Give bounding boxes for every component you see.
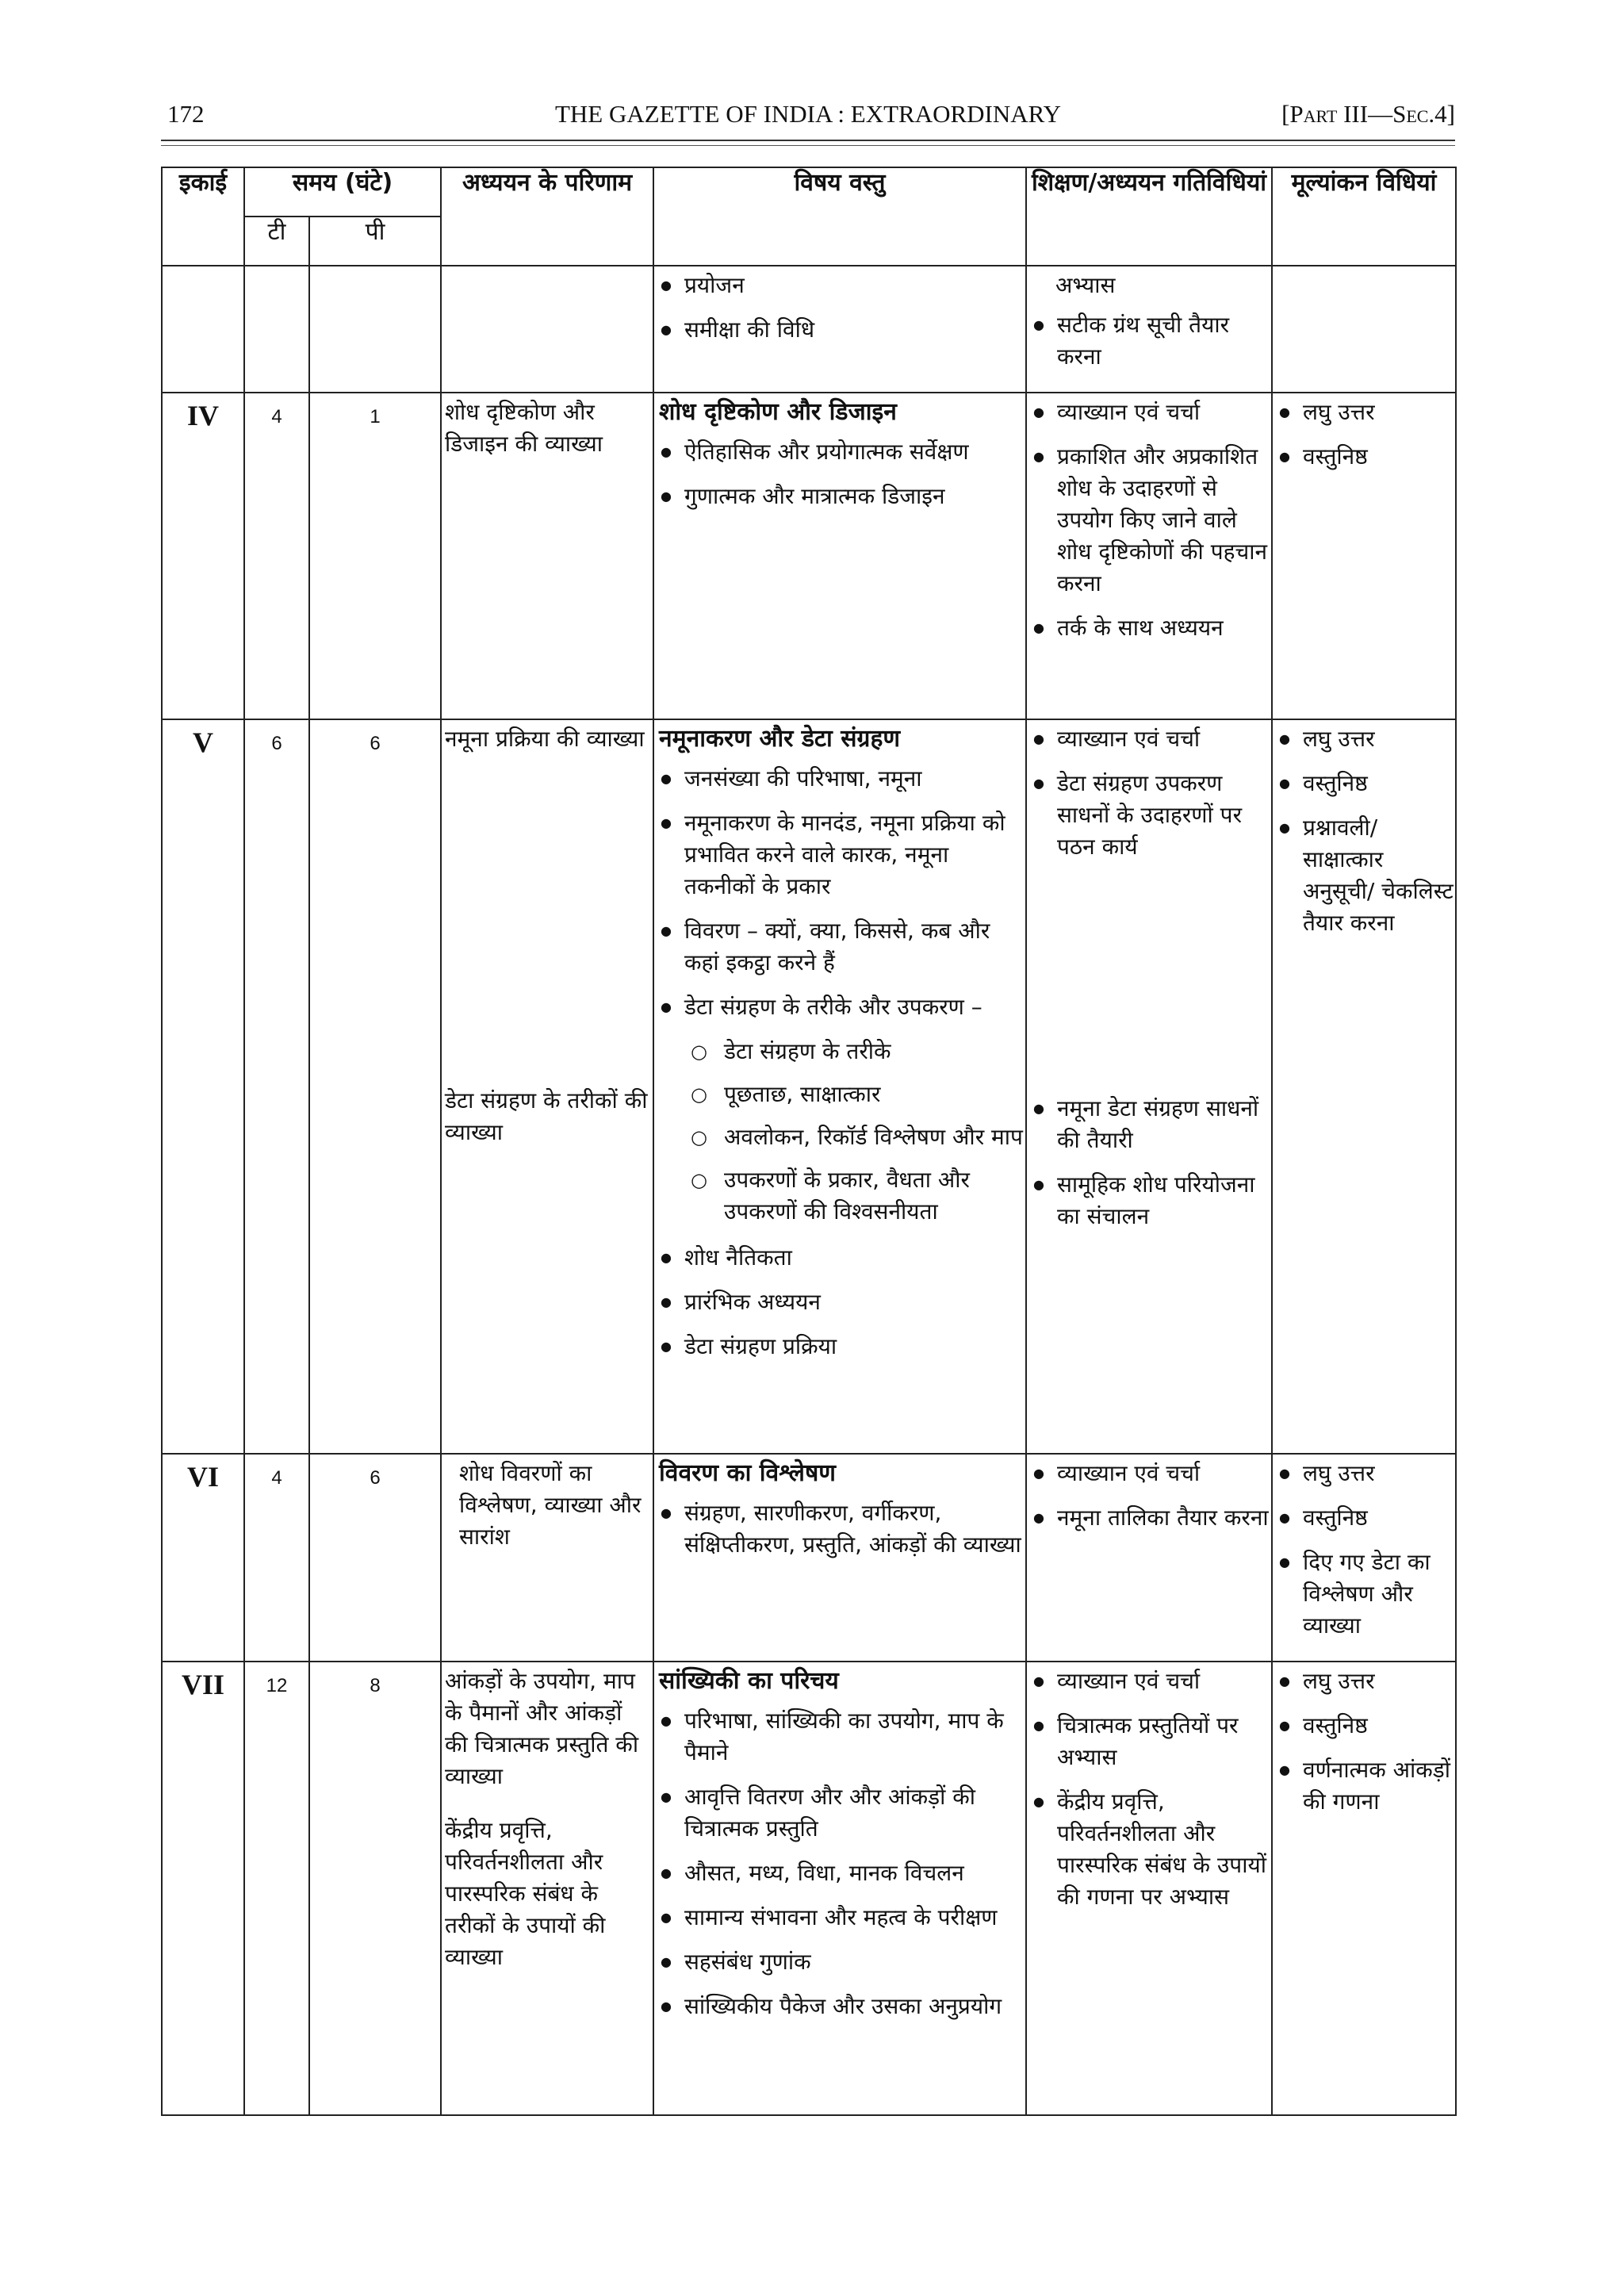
list-item: ● विवरण – क्यों, क्या, किससे, कब और कहां इकट्ठा करने हैं (656, 915, 1024, 979)
content-title: सांख्यिकी का परिचय (659, 1667, 839, 1695)
list-item: ● परिभाषा, सांख्यिकी का उपयोग, माप के पैमाने (656, 1705, 1024, 1769)
sub-list-item: ○ उपकरणों के प्रकार, वैधता और उपकरणों की विश्वसनीयता (691, 1164, 1025, 1228)
col-outcomes: अध्ययन के परिणाम (441, 167, 653, 266)
header-rule-thin (161, 145, 1455, 146)
list-item: ● जनसंख्या की परिभाषा, नमूना (656, 763, 1024, 795)
table-row (162, 719, 1456, 1454)
evaluation-cell (1272, 719, 1456, 1454)
syllabus-table (161, 167, 1457, 2116)
evaluation-cell (1272, 393, 1456, 719)
outcome-text: नमूना प्रक्रिया की व्याख्या (445, 726, 645, 752)
col-unit: इकाई (162, 167, 244, 266)
col-content: विषय वस्तु (653, 167, 1026, 266)
page-header (161, 97, 1455, 133)
col-activities: शिक्षण/अध्ययन गतिविधियां (1026, 167, 1272, 266)
hours-t: 4 (271, 406, 282, 427)
evaluation-cell (1272, 1662, 1456, 2115)
list-item: ● वस्तुनिष्ठ (1274, 1502, 1454, 1534)
part-section: [Part III—Sec.4] (1281, 100, 1455, 128)
list-item: ● औसत, मध्य, विधा, मानक विचलन (656, 1857, 1024, 1889)
list-item: ● प्रश्नावली/ साक्षात्कार अनुसूची/ चेकलिस्ट तैयार करना (1274, 812, 1454, 939)
list-item: ● नमूना डेटा संग्रहण साधनों की तैयारी (1028, 1093, 1270, 1156)
header-rule (161, 140, 1455, 141)
outcome-text: शोध विवरणों का विश्लेषण, व्याख्या और सारांश (459, 1460, 642, 1550)
list-item: ● नमूना तालिका तैयार करना (1028, 1502, 1270, 1534)
list-item: ● व्याख्यान एवं चर्चा (1028, 1665, 1270, 1697)
list-item: ● वस्तुनिष्ठ (1274, 441, 1454, 473)
outcome-text: शोध दृष्टिकोण और डिजाइन की व्याख्या (445, 399, 603, 457)
list-item: ● डेटा संग्रहण प्रक्रिया (656, 1331, 1024, 1363)
activities-cell (1026, 719, 1272, 1454)
list-item: ● ऐतिहासिक और प्रयोगात्मक सर्वेक्षण (656, 436, 1024, 468)
list-item: ● डेटा संग्रहण उपकरण साधनों के उदाहरणों पर पठन कार्य (1028, 768, 1270, 863)
activities-cell (1026, 393, 1272, 719)
content-title: शोध दृष्टिकोण और डिजाइन (659, 398, 897, 426)
list-item: ● केंद्रीय प्रवृत्ति, परिवर्तनशीलता और पारस्परिक संबंध के उपायों की गणना पर अभ्यास (1028, 1786, 1270, 1913)
list-item: ● प्रकाशित और अप्रकाशित शोध के उदाहरणों से उपयोग किए जाने वाले शोध दृष्टिकोणों की पहचान करना (1028, 441, 1270, 600)
sub-list-item: ○ अवलोकन, रिकॉर्ड विश्लेषण और माप (691, 1121, 1025, 1153)
list-item: ● आवृत्ति वितरण और और आंकड़ों की चित्रात्मक प्रस्तुति (656, 1781, 1024, 1845)
table-row (162, 1454, 1456, 1662)
list-item: ● सांख्यिकीय पैकेज और उसका अनुप्रयोग (656, 1991, 1024, 2022)
list-item: ● शोध नैतिकता (656, 1242, 1024, 1274)
page-number: 172 (167, 100, 205, 128)
list-item: ● लघु उत्तर (1274, 1665, 1454, 1697)
list-item: ● दिए गए डेटा का विश्लेषण और व्याख्या (1274, 1547, 1454, 1642)
hours-t: 4 (271, 1467, 282, 1489)
hours-t: 12 (266, 1675, 288, 1696)
outcome-text: डेटा संग्रहण के तरीकों की व्याख्या (445, 1087, 648, 1145)
activities-cell (1026, 1454, 1272, 1662)
list-item: ● वस्तुनिष्ठ (1274, 768, 1454, 799)
activities-cell (1026, 1662, 1272, 2115)
list-item: ● लघु उत्तर (1274, 723, 1454, 755)
list-item: ● वस्तुनिष्ठ (1274, 1710, 1454, 1742)
list-item: ● गुणात्मक और मात्रात्मक डिजाइन (656, 481, 1024, 512)
unit-label: VII (181, 1669, 225, 1700)
activity-text: अभ्यास (1055, 272, 1116, 298)
table-row (162, 393, 1456, 719)
gazette-title: THE GAZETTE OF INDIA : EXTRAORDINARY (554, 100, 1062, 128)
list-item: ● संग्रहण, सारणीकरण, वर्गीकरण, संक्षिप्तीकरण, प्रस्तुति, आंकड़ों की व्याख्या (656, 1497, 1024, 1561)
list-item: ● व्याख्यान एवं चर्चा (1028, 1458, 1270, 1489)
list-item: ● लघु उत्तर (1274, 1458, 1454, 1489)
col-time: समय (घंटे) (244, 167, 441, 217)
list-item: ● सामान्य संभावना और महत्व के परीक्षण (656, 1902, 1024, 1934)
list-item: ● नमूनाकरण के मानदंड, नमूना प्रक्रिया को प्रभावित करने वाले कारक, नमूना तकनीकों के प्रकार (656, 807, 1024, 903)
list-item: ● सहसंबंध गुणांक (656, 1946, 1024, 1978)
col-evaluation: मूल्यांकन विधियां (1272, 167, 1456, 266)
list-item: ● सामूहिक शोध परियोजना का संचालन (1028, 1169, 1270, 1232)
list-item: ● प्रारंभिक अध्ययन (656, 1286, 1024, 1318)
list-item: ● लघु उत्तर (1274, 397, 1454, 428)
sub-list-item: ○ पूछताछ, साक्षात्कार (691, 1079, 1025, 1110)
unit-label: V (193, 726, 213, 758)
list-item: ● व्याख्यान एवं चर्चा (1028, 723, 1270, 755)
sub-list-item: ○ डेटा संग्रहण के तरीके (691, 1036, 1025, 1068)
evaluation-cell (1272, 1454, 1456, 1662)
list-item: ● प्रयोजन (656, 270, 1024, 301)
list-item: ● समीक्षा की विधि (656, 314, 1024, 346)
content-cell (653, 393, 1026, 719)
content-cell (653, 1454, 1026, 1662)
outcome-text: केंद्रीय प्रवृत्ति, परिवर्तनशीलता और पारस्परिक संबंध के तरीकों के उपायों की व्याख्या (445, 1817, 606, 1970)
content-cell (653, 1662, 1026, 2115)
content-cell (653, 266, 1026, 393)
col-time-t: टी (244, 217, 309, 266)
hours-p: 6 (370, 733, 381, 754)
table-row (162, 266, 1456, 393)
activities-cell (1026, 266, 1272, 393)
content-title: विवरण का विश्लेषण (659, 1459, 836, 1487)
list-item: ● वर्णनात्मक आंकड़ों की गणना (1274, 1754, 1454, 1818)
list-item: ● डेटा संग्रहण के तरीके और उपकरण – (656, 991, 1024, 1023)
unit-label: IV (186, 400, 219, 431)
hours-p: 1 (370, 406, 381, 427)
list-item: ● तर्क के साथ अध्ययन (1028, 612, 1270, 644)
content-title: नमूनाकरण और डेटा संग्रहण (659, 725, 901, 753)
list-item: ● व्याख्यान एवं चर्चा (1028, 397, 1270, 428)
list-item: ● सटीक ग्रंथ सूची तैयार करना (1028, 309, 1270, 373)
table-row (162, 1662, 1456, 2115)
hours-p: 8 (370, 1675, 381, 1696)
content-cell (653, 719, 1026, 1454)
col-time-p: पी (309, 217, 441, 266)
hours-p: 6 (370, 1467, 381, 1489)
list-item: ● चित्रात्मक प्रस्तुतियों पर अभ्यास (1028, 1710, 1270, 1773)
unit-label: VI (186, 1461, 219, 1493)
hours-t: 6 (271, 733, 282, 754)
outcome-text: आंकड़ों के उपयोग, माप के पैमानों और आंकड़ों की चित्रात्मक प्रस्तुति की व्याख्या (445, 1668, 639, 1789)
